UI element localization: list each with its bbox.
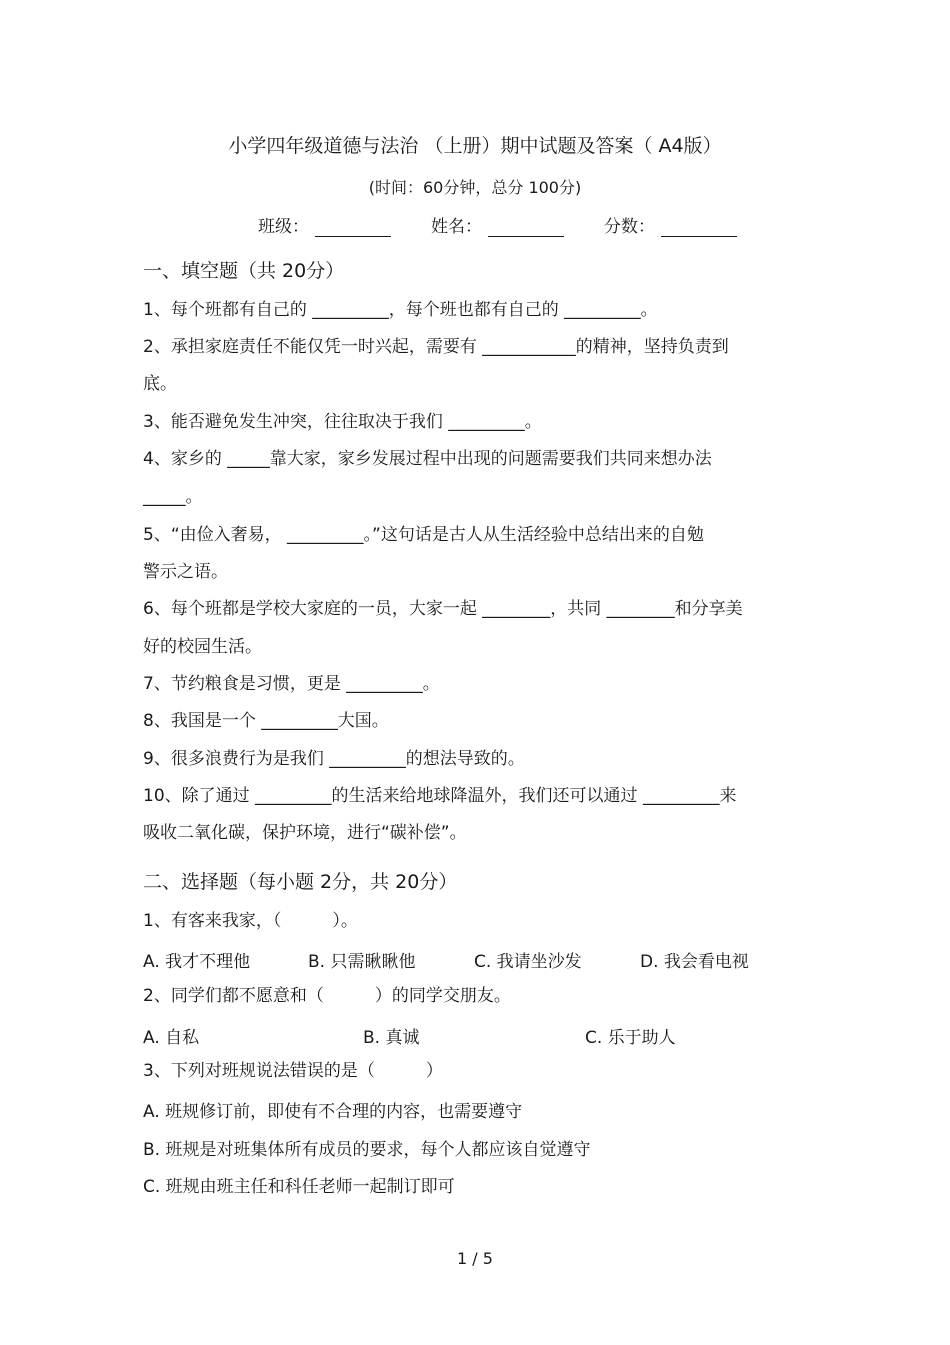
name-label: 姓名： [431, 217, 482, 237]
name-field [431, 212, 564, 237]
question-line: 警示之语。 [143, 562, 228, 582]
question-line: 5、“由俭入奢易， _________。”这句话是古人从生活经验中总结出来的自勉 [143, 525, 704, 545]
class-label: 班级： [258, 217, 309, 237]
question-line: 7、节约粮食是习惯，更是 _________。 [143, 674, 440, 694]
question-2-stem: 2、同学们都不愿意和（ ）的同学交朋友。 [143, 986, 511, 1006]
section-2-heading: 二、选择题（每小题 2分，共 20分） [143, 871, 458, 893]
score-label: 分数： [604, 217, 655, 237]
class-blank[interactable] [315, 218, 391, 237]
question-line: 3、能否避免发生冲突，往往取决于我们 _________。 [143, 412, 542, 432]
q2-option-a[interactable]: A. 自私 [143, 1028, 200, 1048]
question-line: 2、承担家庭责任不能仅凭一时兴起，需要有 ___________的精神，坚持负责到 [143, 337, 729, 357]
score-blank[interactable] [661, 218, 737, 237]
q1-option-c[interactable]: C. 我请坐沙发 [474, 952, 582, 972]
page-title: 小学四年级道德与法治 （上册）期中试题及答案（ A4版） [228, 135, 722, 157]
question-3-stem: 3、下列对班规说法错误的是（ ） [143, 1061, 443, 1081]
name-blank[interactable] [488, 218, 564, 237]
class-field [258, 212, 391, 237]
question-line: 10、除了通过 _________的生活来给地球降温外，我们还可以通过 _________来 [143, 786, 737, 806]
q1-option-b[interactable]: B. 只需瞅瞅他 [308, 952, 416, 972]
page-number: 1 / 5 [457, 1249, 493, 1268]
q2-option-b[interactable]: B. 真诚 [363, 1028, 420, 1048]
question-line: 6、每个班都是学校大家庭的一员，大家一起 ________，共同 ________和分享美 [143, 599, 743, 619]
question-line: 好的校园生活。 [143, 637, 262, 657]
q2-option-c[interactable]: C. 乐于助人 [585, 1028, 676, 1048]
question-line: 1、每个班都有自己的 _________，每个班也都有自己的 _________。 [143, 300, 658, 320]
q3-option-a[interactable]: A. 班规修订前，即使有不合理的内容，也需要遵守 [143, 1102, 523, 1122]
q1-option-d[interactable]: D. 我会看电视 [640, 952, 749, 972]
question-line: 底。 [143, 374, 177, 394]
q3-option-b[interactable]: B. 班规是对班集体所有成员的要求，每个人都应该自觉遵守 [143, 1140, 591, 1160]
q3-option-c[interactable]: C. 班规由班主任和科任老师一起制订即可 [143, 1177, 455, 1197]
question-line: 吸收二氧化碳，保护环境，进行“碳补偿”。 [143, 823, 467, 843]
question-line: 9、很多浪费行为是我们 _________的想法导致的。 [143, 749, 525, 769]
question-line: 4、家乡的 _____靠大家，家乡发展过程中出现的问题需要我们共同来想办法 [143, 449, 712, 469]
question-1-stem: 1、有客来我家，（ ）。 [143, 911, 358, 931]
exam-time-info: (时间：60分钟，总分 100分) [368, 178, 582, 197]
question-line: 8、我国是一个 _________大国。 [143, 711, 389, 731]
score-field [604, 212, 737, 237]
section-1-heading: 一、填空题（共 20分） [143, 260, 345, 282]
question-line: _____。 [143, 487, 203, 507]
q1-option-a[interactable]: A. 我才不理他 [143, 952, 251, 972]
